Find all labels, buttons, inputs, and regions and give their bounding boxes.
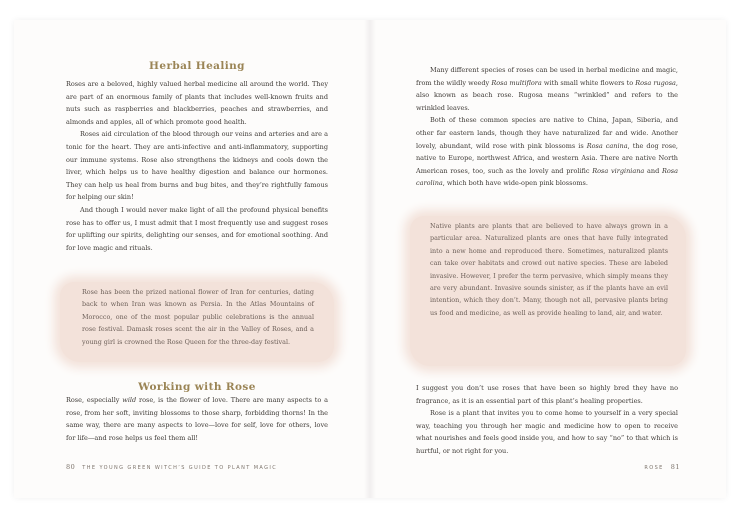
paragraph: Rose, especially wild rose, is the flower of love. There are many aspects to a rose, from her soft, inviting blossoms to those sharp, forbidding thorns! In the same way, there are many aspects to love—love for self, love for others, love for life—and rose helps us feel them all! [66,396,328,442]
paragraph: Many different species of roses can be used in herbal medicine and magic, from the wildly weedy Rosa multiflora with small white flowers to Rosa rugosa, also known as beach rose. Rugosa means “wrinkled” and refers to the wrinkled leaves. [416,66,678,112]
left-body-top [66,78,328,254]
running-head: ROSE [644,465,664,471]
paragraph: Roses aid circulation of the blood through our veins and arteries and are a tonic for the heart. They are anti-infective and anti-inflammatory, supporting our immune systems. Rose also strengthens the kidneys and cools down the liver, which helps us to have healthy digestion and balance our hormones. They can help us heal from burns and bug bites, and they’re rightfully famous for helping our skin! [66,130,328,202]
running-head: THE YOUNG GREEN WITCH’S GUIDE TO PLANT MAGIC [82,465,278,471]
book-spread [14,20,726,498]
folio-left [66,463,277,471]
paragraph: Both of these common species are native to China, Japan, Siberia, and other far eastern lands, though they have naturalized far and wide. Another lovely, abundant, wild rose with pink blossoms is Rosa canina, the dog rose, native to Europe, northwest Africa, and western Asia. There are native North American roses, too, such as the lovely and prolific Rosa virginiana and Rosa carolina, which both have wide-open pink blossoms. [416,116,678,188]
page-number: 80 [66,463,76,471]
right-body-bottom [416,382,678,458]
heading-working-with-rose: Working with Rose [138,381,256,393]
callout-text: Native plants are plants that are believed to have always grown in a particular area. Naturalized plants are ones that have fully integrated into a new home and reproduced there. Sometimes, naturalized plants can take over habitats and crowd out native species. These are labeled invasive. However, I prefer the term pervasive, which simply means they are very abundant. Invasive sounds sinister, as if the plants have an evil intention, which they don’t. Many, though not all, pervasive plants bring us food and medicine, as well as provide healing to land, air, and water. [430,222,668,317]
folio-right [644,463,680,471]
left-body-bottom [66,394,328,444]
right-page [370,20,726,498]
left-page [14,20,370,498]
paragraph: And though I would never make light of all the profound physical benefits rose has to offer us, I must admit that I most frequently use and suggest roses for uplifting our spirits, delighting our senses, and for emotional soothing. And for love magic and rituals. [66,205,328,252]
paragraph: Roses are a beloved, highly valued herbal medicine all around the world. They are part of an enormous family of plants that includes well-known fruits and nuts such as raspberries and blackberries, peaches and strawberries, and almonds and apples, all of which promote good health. [66,80,328,126]
paragraph: Rose is a plant that invites you to come home to yourself in a very special way, teaching you through her magic and medicine how to open to receive what nourishes and feels good inside you, and how to say “no” to that which is hurtful, or not right for you. [416,409,678,455]
right-body-top [416,64,678,190]
paragraph: I suggest you don’t use roses that have been so highly bred they have no fragrance, as it is an essential part of this plant’s healing properties. [416,384,678,405]
heading-herbal-healing: Herbal Healing [149,60,245,72]
callout-text: Rose has been the prized national flower of Iran for centuries, dating back to when Iran was known as Persia. In the Atlas Mountains of Morocco, one of the most popular public celebrations is the annual rose festival. Damask roses scent the air in the Valley of Roses, and a young girl is crowned the Rose Queen for the three-day festival. [82,288,314,346]
page-number: 81 [670,463,680,471]
